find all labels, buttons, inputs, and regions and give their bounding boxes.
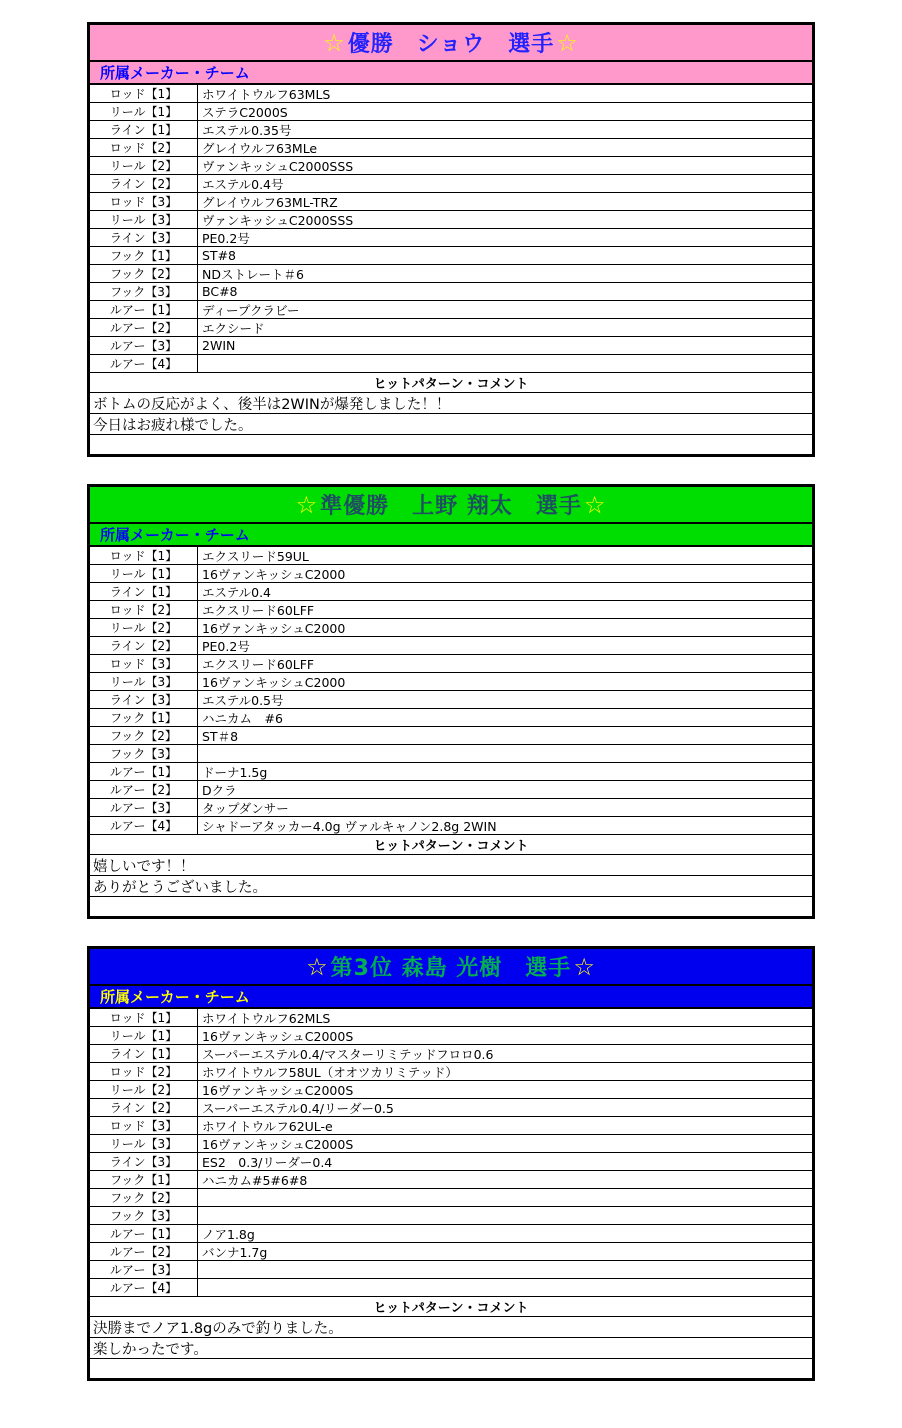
gear-row (90, 1045, 812, 1063)
gear-row (90, 1153, 812, 1171)
result-table-winner (87, 22, 815, 457)
gear-row (90, 319, 812, 337)
gear-label: ルアー【4】 (90, 817, 198, 834)
gear-label: ロッド【1】 (90, 1009, 198, 1026)
gear-row (90, 265, 812, 283)
gear-value: エステル0.4号 (202, 176, 284, 192)
comment-row (90, 897, 812, 916)
gear-value: ヴァンキッシュC2000SSS (202, 158, 354, 174)
gear-label: ライン【2】 (90, 637, 198, 654)
gear-row (90, 583, 812, 601)
gear-row (90, 601, 812, 619)
gear-label: ロッド【1】 (90, 85, 198, 102)
comment-header: ヒットパターン・コメント (90, 373, 812, 393)
gear-row (90, 1117, 812, 1135)
gear-label: ライン【2】 (90, 1099, 198, 1116)
gear-value: ヴァンキッシュC2000SSS (202, 212, 354, 228)
gear-value: ホワイトウルフ58UL（オオツカリミテッド） (202, 1064, 458, 1080)
gear-row (90, 799, 812, 817)
gear-label: ロッド【2】 (90, 1063, 198, 1080)
gear-row (90, 727, 812, 745)
gear-row (90, 229, 812, 247)
star-icon: ☆ (306, 952, 329, 981)
gear-value: PE0.2号 (202, 638, 250, 654)
gear-value: タップダンサー (202, 800, 289, 816)
gear-row (90, 103, 812, 121)
gear-value: ステラC2000S (202, 104, 288, 120)
gear-row (90, 655, 812, 673)
gear-row (90, 1207, 812, 1225)
gear-value: ハニカム #6 (202, 710, 283, 726)
gear-value: 16ヴァンキッシュC2000 (202, 566, 346, 582)
gear-label: フック【3】 (90, 1207, 198, 1224)
gear-label: ロッド【2】 (90, 139, 198, 156)
gear-label: リール【1】 (90, 565, 198, 582)
gear-value: エクスリード60LFF (202, 656, 315, 672)
gear-label: フック【3】 (90, 745, 198, 762)
comment-row: ありがとうございました。 (90, 876, 812, 897)
gear-value: 2WIN (202, 338, 236, 353)
gear-value (198, 1207, 812, 1224)
gear-row (90, 247, 812, 265)
gear-label: リール【1】 (90, 103, 198, 120)
gear-label: フック【3】 (90, 283, 198, 300)
gear-row (90, 1279, 812, 1297)
gear-row (90, 175, 812, 193)
gear-row (90, 547, 812, 565)
gear-value: PE0.2号 (202, 230, 250, 246)
gear-label: リール【3】 (90, 1135, 198, 1152)
gear-label: ロッド【3】 (90, 193, 198, 210)
comment-row (90, 435, 812, 454)
gear-row (90, 139, 812, 157)
gear-value: ES2 0.3/リーダー0.4 (202, 1154, 333, 1170)
gear-value: ホワイトウルフ63MLS (202, 86, 331, 102)
gear-label: ルアー【1】 (90, 763, 198, 780)
gear-label: フック【1】 (90, 709, 198, 726)
gear-value: スーパーエステル0.4/リーダー0.5 (202, 1100, 394, 1116)
gear-value: グレイウルフ63MLe (202, 140, 318, 156)
gear-label: リール【1】 (90, 1027, 198, 1044)
winner-title-text: 優勝 ショウ 選手 (347, 32, 555, 57)
gear-value: グレイウルフ63ML-TRZ (202, 194, 338, 210)
gear-row (90, 301, 812, 319)
gear-row (90, 1063, 812, 1081)
gear-row (90, 817, 812, 835)
gear-row (90, 1027, 812, 1045)
gear-label: フック【1】 (90, 247, 198, 264)
gear-label: ルアー【3】 (90, 337, 198, 354)
gear-label: ロッド【3】 (90, 1117, 198, 1134)
gear-value: 16ヴァンキッシュC2000 (202, 674, 346, 690)
gear-label: リール【2】 (90, 619, 198, 636)
gear-row (90, 1171, 812, 1189)
gear-value: Dクラ (202, 782, 237, 798)
gear-row (90, 1189, 812, 1207)
gear-row (90, 619, 812, 637)
gear-row (90, 691, 812, 709)
gear-row (90, 85, 812, 103)
gear-row (90, 193, 812, 211)
gear-label: ライン【1】 (90, 121, 198, 138)
star-icon: ☆ (323, 28, 346, 57)
gear-label: フック【2】 (90, 1189, 198, 1206)
gear-value: ドーナ1.5g (202, 764, 268, 780)
gear-label: ルアー【2】 (90, 1243, 198, 1260)
gear-label: ロッド【3】 (90, 655, 198, 672)
runner-up-title-bar (90, 487, 812, 524)
gear-value: エクスリード60LFF (202, 602, 315, 618)
gear-value: バンナ1.7g (202, 1244, 268, 1260)
comment-row: 嬉しいです！！ (90, 855, 812, 876)
gear-label: ロッド【2】 (90, 601, 198, 618)
gear-value: ST#8 (202, 248, 236, 263)
third-place-title-text: 第3位 森島 光樹 選手 (330, 956, 572, 981)
star-icon: ☆ (583, 490, 607, 519)
gear-value: NDストレート＃6 (202, 266, 304, 282)
gear-label: ルアー【2】 (90, 319, 198, 336)
comment-header: ヒットパターン・コメント (90, 1297, 812, 1317)
gear-label: ルアー【1】 (90, 301, 198, 318)
gear-label: ライン【3】 (90, 229, 198, 246)
gear-value: ホワイトウルフ62MLS (202, 1010, 331, 1026)
gear-row (90, 709, 812, 727)
gear-label: フック【2】 (90, 265, 198, 282)
gear-value: エステル0.35号 (202, 122, 292, 138)
star-icon: ☆ (573, 952, 596, 981)
gear-value: 16ヴァンキッシュC2000 (202, 620, 346, 636)
gear-label: ルアー【2】 (90, 781, 198, 798)
gear-row (90, 157, 812, 175)
gear-value: BC#8 (202, 284, 238, 299)
gear-value: エステル0.5号 (202, 692, 284, 708)
gear-row (90, 781, 812, 799)
comment-row: 楽しかったです。 (90, 1338, 812, 1359)
comment-rows (90, 1317, 812, 1378)
gear-value: ディープクラビー (202, 302, 300, 318)
gear-label: ルアー【4】 (90, 1279, 198, 1296)
comment-row: 決勝までノア1.8gのみで釣りました。 (90, 1317, 812, 1338)
result-table-runner-up (87, 484, 815, 919)
gear-label: ライン【3】 (90, 691, 198, 708)
gear-row (90, 355, 812, 373)
gear-value: ST＃8 (202, 728, 239, 744)
gear-value: ハニカム#5#6#8 (202, 1172, 308, 1188)
gear-value (198, 1279, 812, 1296)
gear-value (198, 1261, 812, 1278)
gear-value: 16ヴァンキッシュC2000S (202, 1028, 354, 1044)
team-subheader: 所属メーカー・チーム (90, 62, 812, 85)
gear-value: 16ヴァンキッシュC2000S (202, 1136, 354, 1152)
gear-value: エクスリード59UL (202, 548, 309, 564)
gear-row (90, 637, 812, 655)
gear-label: ルアー【3】 (90, 1261, 198, 1278)
gear-row (90, 1099, 812, 1117)
gear-label: フック【2】 (90, 727, 198, 744)
comment-header: ヒットパターン・コメント (90, 835, 812, 855)
gear-row (90, 1135, 812, 1153)
gear-row (90, 283, 812, 301)
gear-value (198, 745, 812, 762)
comment-row: ボトムの反応がよく、後半は2WINが爆発しました！！ (90, 393, 812, 414)
gear-rows (90, 547, 812, 835)
result-table-third-place (87, 946, 815, 1381)
star-icon: ☆ (295, 490, 319, 519)
gear-label: リール【3】 (90, 673, 198, 690)
gear-label: ルアー【4】 (90, 355, 198, 372)
comment-rows (90, 393, 812, 454)
gear-row (90, 673, 812, 691)
gear-row (90, 211, 812, 229)
comment-row: 今日はお疲れ様でした。 (90, 414, 812, 435)
gear-value: エステル0.4 (202, 584, 272, 600)
team-subheader: 所属メーカー・チーム (90, 986, 812, 1009)
gear-rows (90, 1009, 812, 1297)
runner-up-title-text: 準優勝 上野 翔太 選手 (320, 494, 582, 519)
third-place-title-bar (90, 949, 812, 986)
gear-value (198, 355, 812, 372)
gear-row (90, 1225, 812, 1243)
gear-rows (90, 85, 812, 373)
gear-label: リール【2】 (90, 157, 198, 174)
gear-label: リール【2】 (90, 1081, 198, 1098)
gear-value: エクシード (202, 320, 265, 336)
gear-row (90, 1261, 812, 1279)
gear-row (90, 763, 812, 781)
gear-label: ライン【2】 (90, 175, 198, 192)
gear-label: フック【1】 (90, 1171, 198, 1188)
gear-value: スーパーエステル0.4/マスターリミテッドフロロ0.6 (202, 1046, 494, 1062)
gear-row (90, 1009, 812, 1027)
gear-label: リール【3】 (90, 211, 198, 228)
gear-label: ライン【1】 (90, 1045, 198, 1062)
gear-row (90, 565, 812, 583)
gear-label: ルアー【3】 (90, 799, 198, 816)
gear-row (90, 121, 812, 139)
winner-title-bar (90, 25, 812, 62)
gear-value: シャドーアタッカー4.0g ヴァルキャノン2.8g 2WIN (202, 818, 497, 834)
gear-value (198, 1189, 812, 1206)
gear-row (90, 1081, 812, 1099)
team-subheader: 所属メーカー・チーム (90, 524, 812, 547)
gear-label: ライン【3】 (90, 1153, 198, 1170)
gear-value: 16ヴァンキッシュC2000S (202, 1082, 354, 1098)
gear-row (90, 337, 812, 355)
gear-value: ホワイトウルフ62UL-e (202, 1118, 333, 1134)
gear-row (90, 1243, 812, 1261)
gear-row (90, 745, 812, 763)
comment-row (90, 1359, 812, 1378)
star-icon: ☆ (556, 28, 579, 57)
gear-label: ライン【1】 (90, 583, 198, 600)
gear-label: ロッド【1】 (90, 547, 198, 564)
gear-label: ルアー【1】 (90, 1225, 198, 1242)
comment-rows (90, 855, 812, 916)
gear-value: ノア1.8g (202, 1226, 255, 1242)
